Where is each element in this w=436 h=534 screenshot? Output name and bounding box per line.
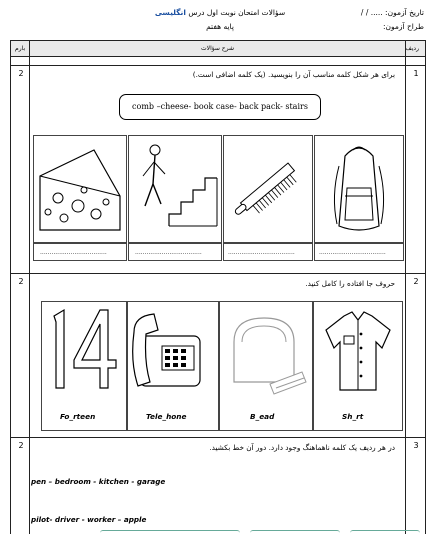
exam-header xyxy=(10,4,426,38)
shirt-picture xyxy=(313,301,403,431)
exam-date: تاریخ آزمون: ..... / / xyxy=(360,8,424,17)
q2-number: 2 xyxy=(413,277,419,286)
stairs-answer-cell xyxy=(128,243,222,261)
bottom-tab-3 xyxy=(350,530,420,534)
bottom-tab-2 xyxy=(250,530,340,534)
backpack-picture xyxy=(314,135,404,243)
q3-instruction: در هر ردیف یک کلمه ناهماهنگ وجود دارد. دور آن خط بکشید. xyxy=(209,443,395,452)
question-table xyxy=(10,40,426,534)
exam-title-block xyxy=(140,6,300,34)
column-row: ردیف xyxy=(405,45,419,52)
bread-icon xyxy=(220,302,312,402)
comb-icon xyxy=(224,136,312,242)
comb-answer-dots[interactable]: ................................... xyxy=(228,249,295,256)
q1-word-box: comb –cheese- book case- back pack- stairs xyxy=(119,94,321,120)
number-14-picture xyxy=(41,301,127,431)
q1-number: 1 xyxy=(413,69,419,78)
q3-number: 3 xyxy=(413,441,419,450)
cheese-icon xyxy=(34,136,126,242)
score-divider xyxy=(29,41,30,534)
exam-title-prefix: سؤالات امتحان نوبت اول درس xyxy=(188,8,286,17)
column-header xyxy=(11,41,425,57)
q3-score: 2 xyxy=(18,441,24,450)
cheese-picture xyxy=(33,135,127,243)
number-14-icon xyxy=(42,302,126,402)
shirt-icon xyxy=(314,302,402,402)
backpack-icon xyxy=(315,136,403,242)
shirt-label: Sh_rt xyxy=(342,412,364,421)
stairs-answer-dots[interactable]: ................................... xyxy=(135,249,202,256)
column-question: شرح سؤالات xyxy=(201,45,234,52)
q2-score: 2 xyxy=(18,277,24,286)
q1-instruction: برای هر شکل کلمه مناسب آن را بنویسید. (یک کلمه اضافی است.) xyxy=(192,70,395,79)
comb-answer-cell xyxy=(223,243,313,261)
telephone-icon xyxy=(128,302,218,402)
comb-picture xyxy=(223,135,313,243)
exam-grade: پایه هفتم xyxy=(206,22,234,31)
header-info xyxy=(361,6,424,34)
q1-top-line xyxy=(11,65,425,66)
q2-instruction: حروف جا افتاده را کامل کنید. xyxy=(305,279,395,288)
column-score: بارم xyxy=(15,45,26,52)
bread-label: B_ead xyxy=(250,412,275,421)
q1-score: 2 xyxy=(18,69,24,78)
q2-bottom-line xyxy=(11,437,425,438)
exam-designer: طراح آزمون: xyxy=(382,22,424,31)
backpack-answer-cell xyxy=(314,243,404,261)
cheese-answer-cell xyxy=(33,243,127,261)
cheese-answer-dots[interactable]: ................................... xyxy=(40,249,107,256)
telephone-label: Tele_hone xyxy=(146,412,187,421)
stairs-picture xyxy=(128,135,222,243)
exam-title xyxy=(140,6,300,20)
q3-line-1[interactable]: pen – bedroom - kitchen - garage xyxy=(31,477,166,486)
bread-picture xyxy=(219,301,313,431)
stairs-icon xyxy=(129,136,221,242)
backpack-answer-dots[interactable]: ................................... xyxy=(319,249,386,256)
q3-line-2[interactable]: pilot- driver - worker – apple xyxy=(31,515,147,524)
telephone-picture xyxy=(127,301,219,431)
q1-bottom-line xyxy=(11,273,425,274)
row-divider xyxy=(405,41,406,534)
bottom-tab-1 xyxy=(100,530,240,534)
fourteen-label: Fo_rteen xyxy=(60,412,96,421)
exam-subject: انگلیسی xyxy=(154,8,186,17)
